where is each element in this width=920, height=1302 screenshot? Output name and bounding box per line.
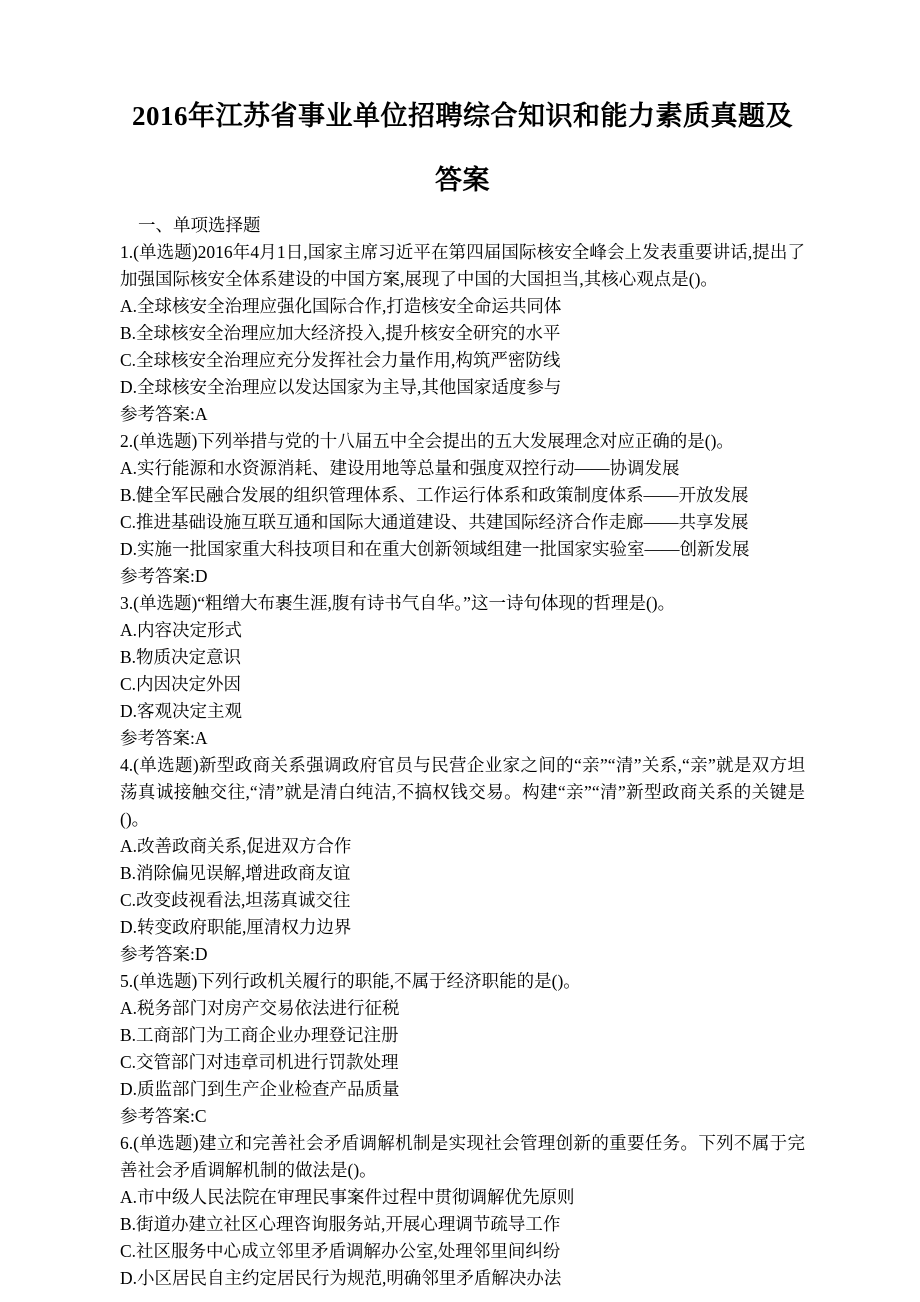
question-1-option-c: C.全球核安全治理应充分发挥社会力量作用,构筑严密防线 bbox=[120, 350, 561, 370]
question-2-option-b: B.健全军民融合发展的组织管理体系、工作运行体系和政策制度体系——开放发展 bbox=[120, 485, 749, 505]
question-2 bbox=[120, 428, 805, 590]
question-2-option-d: D.实施一批国家重大科技项目和在重大创新领域组建一批国家实验室——创新发展 bbox=[120, 539, 750, 559]
question-3-option-d: D.客观决定主观 bbox=[120, 701, 243, 721]
question-2-stem: 2.(单选题)下列举措与党的十八届五中全会提出的五大发展理念对应正确的是()。 bbox=[120, 431, 734, 451]
question-1-stem: 1.(单选题)2016年4月1日,国家主席习近平在第四届国际核安全峰会上发表重要讲话,提出了加强国际核安全体系建设的中国方案,展现了中国的大国担当,其核心观点是()。 bbox=[120, 242, 805, 289]
section-heading: 一、单项选择题 bbox=[138, 215, 261, 235]
question-3-option-c: C.内因决定外因 bbox=[120, 674, 242, 694]
question-4-answer: 参考答案:D bbox=[120, 944, 208, 964]
question-5-option-a: A.税务部门对房产交易依法进行征税 bbox=[120, 998, 400, 1018]
question-6-option-c: C.社区服务中心成立邻里矛盾调解办公室,处理邻里间纠纷 bbox=[120, 1241, 561, 1261]
question-2-option-c: C.推进基础设施互联互通和国际大通道建设、共建国际经济合作走廊——共享发展 bbox=[120, 512, 749, 532]
question-1 bbox=[120, 239, 805, 428]
question-4-option-b: B.消除偏见误解,增进政商友谊 bbox=[120, 863, 351, 883]
question-4-stem: 4.(单选题)新型政商关系强调政府官员与民营企业家之间的“亲”“清”关系,“亲”就是双方坦荡真诚接触交往,“清”就是清白纯洁,不搞权钱交易。构建“亲”“清”新型政商关系的关键是()。 bbox=[120, 755, 805, 829]
question-4-option-c: C.改变歧视看法,坦荡真诚交往 bbox=[120, 890, 351, 910]
question-3-stem: 3.(单选题)“粗缯大布裹生涯,腹有诗书气自华。”这一诗句体现的哲理是()。 bbox=[120, 593, 676, 613]
question-5-stem: 5.(单选题)下列行政机关履行的职能,不属于经济职能的是()。 bbox=[120, 971, 581, 991]
question-6-option-d: D.小区居民自主约定居民行为规范,明确邻里矛盾解决办法 bbox=[120, 1268, 562, 1288]
question-6-option-a: A.市中级人民法院在审理民事案件过程中贯彻调解优先原则 bbox=[120, 1187, 575, 1207]
question-6-stem: 6.(单选题)建立和完善社会矛盾调解机制是实现社会管理创新的重要任务。下列不属于完善社会矛盾调解机制的做法是()。 bbox=[120, 1133, 805, 1180]
question-5-option-b: B.工商部门为工商企业办理登记注册 bbox=[120, 1025, 399, 1045]
question-5-option-d: D.质监部门到生产企业检查产品质量 bbox=[120, 1079, 400, 1099]
question-5-answer: 参考答案:C bbox=[120, 1106, 207, 1126]
question-6 bbox=[120, 1130, 805, 1292]
question-4 bbox=[120, 752, 805, 968]
question-1-answer: 参考答案:A bbox=[120, 404, 208, 424]
question-1-option-a: A.全球核安全治理应强化国际合作,打造核安全命运共同体 bbox=[120, 296, 562, 316]
question-5-option-c: C.交管部门对违章司机进行罚款处理 bbox=[120, 1052, 399, 1072]
question-4-option-d: D.转变政府职能,厘清权力边界 bbox=[120, 917, 352, 937]
document-title: 2016年江苏省事业单位招聘综合知识和能力素质真题及答案 bbox=[132, 101, 793, 195]
question-1-option-b: B.全球核安全治理应加大经济投入,提升核安全研究的水平 bbox=[120, 323, 561, 343]
question-5 bbox=[120, 968, 805, 1130]
question-2-answer: 参考答案:D bbox=[120, 566, 208, 586]
question-1-option-d: D.全球核安全治理应以发达国家为主导,其他国家适度参与 bbox=[120, 377, 562, 397]
question-2-option-a: A.实行能源和水资源消耗、建设用地等总量和强度双控行动——协调发展 bbox=[120, 458, 680, 478]
question-3-option-a: A.内容决定形式 bbox=[120, 620, 243, 640]
question-3-answer: 参考答案:A bbox=[120, 728, 208, 748]
question-3 bbox=[120, 590, 805, 752]
question-4-option-a: A.改善政商关系,促进双方合作 bbox=[120, 836, 352, 856]
question-6-option-b: B.街道办建立社区心理咨询服务站,开展心理调节疏导工作 bbox=[120, 1214, 561, 1234]
document-body bbox=[120, 212, 805, 1292]
question-3-option-b: B.物质决定意识 bbox=[120, 647, 242, 667]
